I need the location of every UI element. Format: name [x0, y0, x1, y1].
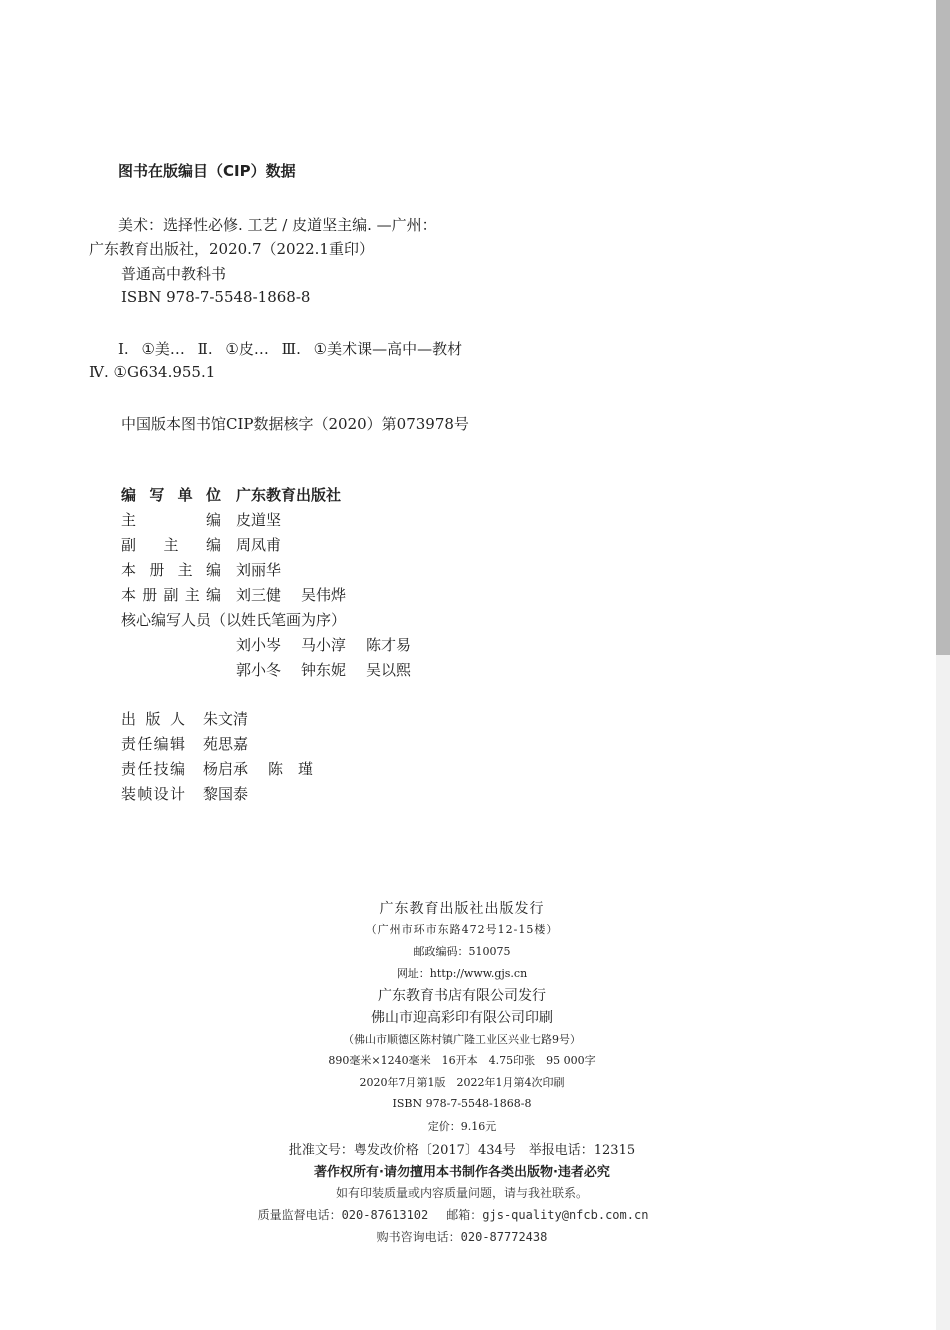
staff-role-volume-deputy: 本 册 副 主 编 [121, 586, 221, 604]
staff-role-unit: 编 写 单 位 [121, 486, 221, 504]
colophon-issuer-address: （广州市环市东路472号12-15楼） [365, 923, 559, 936]
colophon-price: 定价：9.16元 [427, 1120, 497, 1133]
cip-line-record: 中国版本图书馆CIP数据核字（2020）第073978号 [121, 415, 469, 433]
colophon-email: 邮箱：gjs-quality@nfcb.com.cn [446, 1208, 649, 1222]
pub-role-design: 装 帧 设 计 [121, 785, 185, 803]
colophon-copyright: 著作权所有·请勿擅用本书制作各类出版物·违者必究 [314, 1165, 610, 1180]
staff-names-volume-deputy: 刘三健 吴伟烨 [236, 586, 347, 604]
pub-name-publisher: 朱文清 [203, 710, 249, 728]
cip-line-isbn: ISBN 978-7-5548-1868-8 [121, 288, 311, 306]
cip-line-classification: Ⅰ. ①美… Ⅱ. ①皮… Ⅲ. ①美术课—高中—教材 [118, 340, 463, 358]
pub-names-tech: 杨启承 陈 瑾 [203, 760, 314, 778]
staff-name-chief: 皮道坚 [236, 511, 282, 529]
staff-role-volume: 本 册 主 编 [121, 561, 221, 579]
colophon-isbn: ISBN 978-7-5548-1868-8 [392, 1097, 532, 1110]
colophon-printer-address: （佛山市顺德区陈村镇广隆工业区兴业七路9号） [343, 1033, 581, 1046]
colophon-postcode: 邮政编码：510075 [413, 945, 511, 958]
staff-role-chief: 主 编 [121, 511, 221, 529]
colophon-approval: 批准文号：粤发改价格〔2017〕434号 举报电话：12315 [288, 1143, 636, 1158]
pub-role-tech: 责 任 技 编 [121, 760, 185, 778]
pub-role-publisher: 出 版 人 [121, 710, 185, 728]
pub-name-editor: 苑思嘉 [203, 735, 249, 753]
colophon-spec: 890毫米×1240毫米 16开本 4.75印张 95 000字 [328, 1054, 596, 1067]
cip-heading: 图书在版编目（CIP）数据 [118, 162, 296, 180]
staff-core-label: 核心编写人员（以姓氏笔画为序） [121, 611, 347, 629]
staff-core-names-1: 刘小岑 马小淳 陈才易 [236, 636, 412, 654]
staff-name-volume: 刘丽华 [236, 561, 282, 579]
staff-core-names-2: 郭小冬 钟东妮 吴以熙 [236, 661, 412, 679]
colophon-edition: 2020年7月第1版 2022年1月第4次印刷 [359, 1076, 565, 1089]
colophon-purchase-phone: 购书咨询电话：020-87772438 [376, 1230, 548, 1244]
cip-line-clc: Ⅳ. ①G634.955.1 [89, 363, 216, 381]
colophon-distributor: 广东教育书店有限公司发行 [378, 988, 546, 1004]
colophon-website: 网址：http://www.gjs.cn [396, 967, 528, 980]
colophon-quality-notice: 如有印装质量或内容质量问题，请与我社联系。 [335, 1186, 588, 1200]
colophon-printer: 佛山市迎高彩印有限公司印刷 [371, 1010, 553, 1026]
colophon-contact [0, 1206, 924, 1223]
pub-name-design: 黎国泰 [203, 785, 249, 803]
staff-name-unit: 广东教育出版社 [236, 486, 342, 504]
cip-line-title: 美术：选择性必修. 工艺 / 皮道坚主编. —广州： [118, 216, 437, 234]
staff-name-deputy: 周凤甫 [236, 536, 282, 554]
page-edge-tab [936, 0, 950, 655]
pub-role-editor: 责 任 编 辑 [121, 735, 185, 753]
cip-line-publisher: 广东教育出版社，2020.7（2022.1重印） [89, 240, 374, 258]
staff-role-deputy: 副 主 编 [121, 536, 221, 554]
cip-line-series: 普通高中教科书 [121, 265, 227, 283]
colophon-issuer: 广东教育出版社出版发行 [379, 901, 545, 917]
colophon-quality-phone: 质量监督电话：020-87613102 [257, 1208, 429, 1222]
